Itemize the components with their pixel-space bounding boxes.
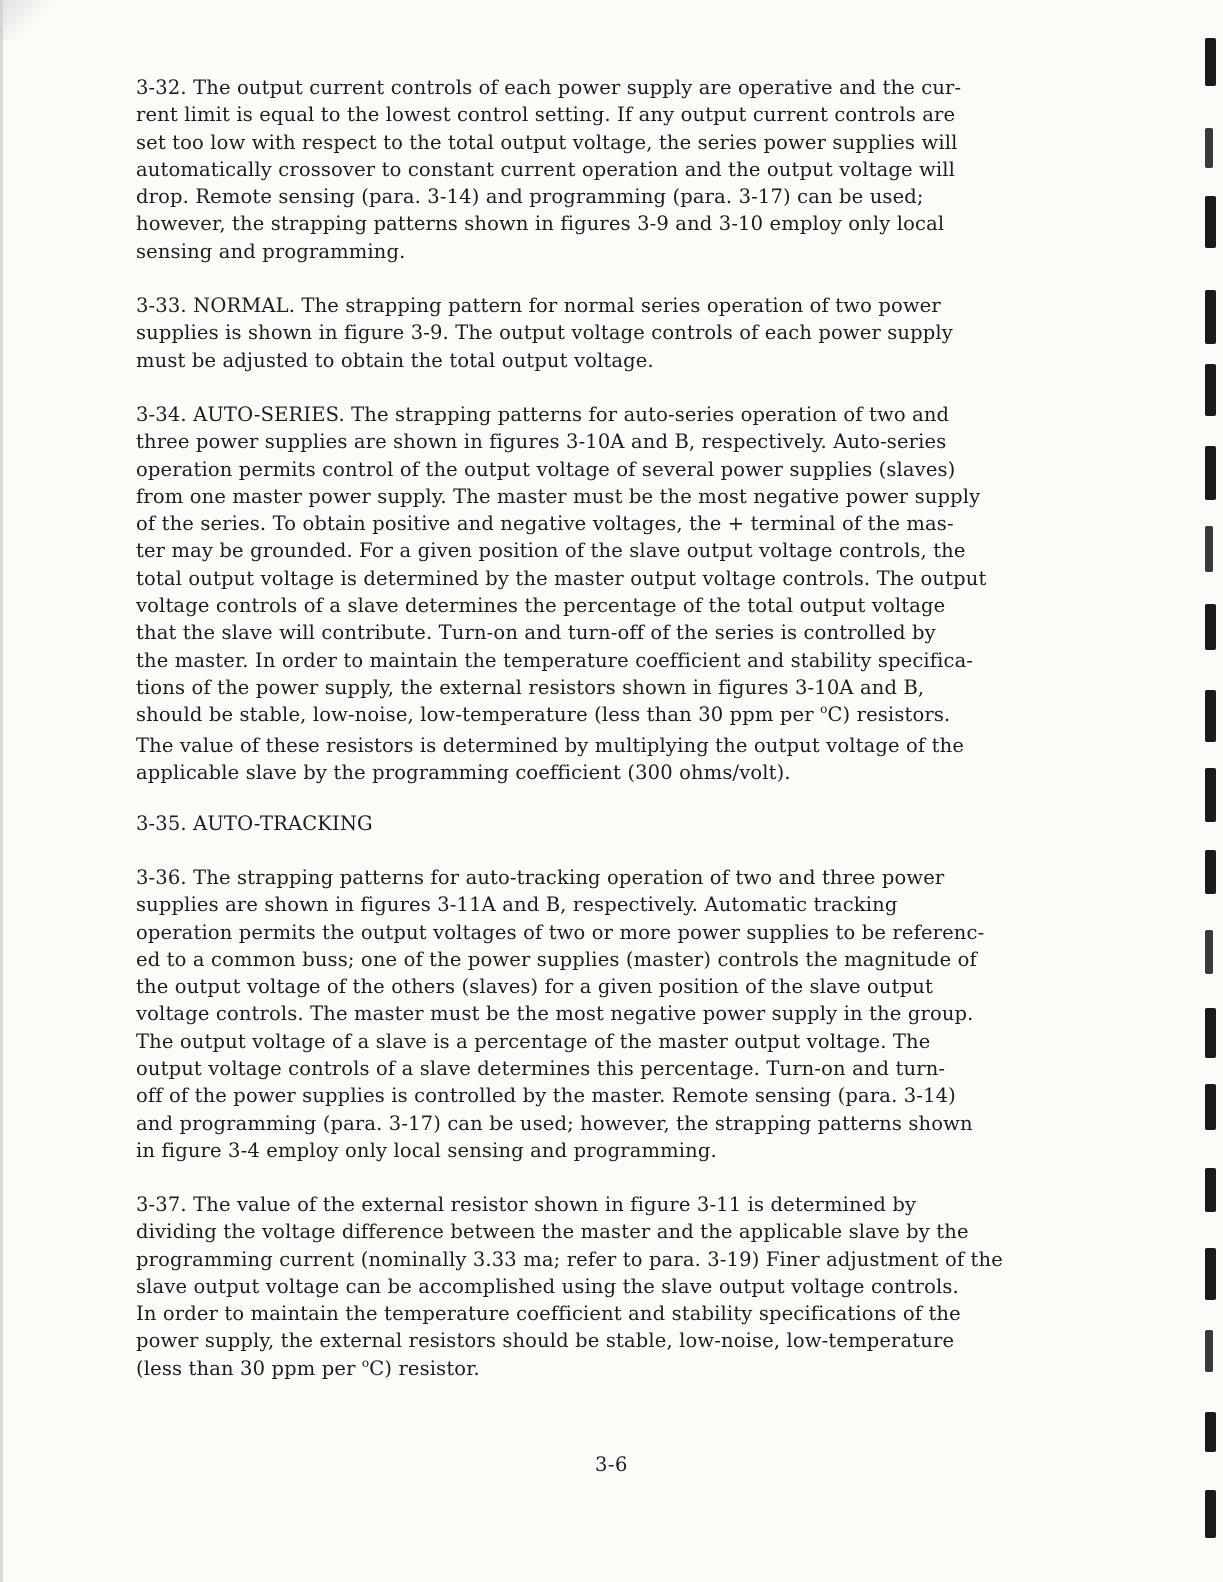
paragraph-3-36 [136,864,984,1164]
text-line: supplies is shown in figure 3-9. The output voltage controls of each power supply [136,321,953,345]
text-line: voltage controls. The master must be the most negative power supply in the group. [136,1002,974,1026]
text-line: however, the strapping patterns shown in figures 3-9 and 3-10 employ only local [136,212,945,236]
text-line-degree [136,701,986,731]
text-line: set too low with respect to the total output voltage, the series power supplies will [136,130,958,154]
text-line: 3-34. AUTO-SERIES. The strapping patterns for auto-series operation of two and [136,403,950,426]
binding-hole [1205,604,1216,650]
text-line: tions of the power supply, the external resistors shown in figures 3-10A and B, [136,675,925,699]
text-line: sensing and programming. [136,239,406,263]
text-line: dividing the voltage difference between the master and the applicable slave by the [136,1220,969,1244]
text-segment: should be stable, low-noise, low-temperature (less than 30 ppm per [136,703,814,727]
text-line: from one master power supply. The master must be the most negative power supply [136,484,981,508]
binding-hole [1205,1412,1216,1452]
binding-hole [1205,768,1216,822]
binding-hole [1205,290,1216,344]
binding-hole [1205,364,1216,416]
text-line: ter may be grounded. For a given position of the slave output voltage controls, the [136,539,966,563]
text-line: In order to maintain the temperature coefficient and stability specifications of the [136,1302,961,1326]
text-line: applicable slave by the programming coefficient (300 ohms/volt). [136,760,791,784]
text-line: of the series. To obtain positive and negative voltages, the + terminal of the mas- [136,512,954,536]
binding-hole [1205,1490,1216,1538]
text-segment: C) resistors. [827,703,951,727]
text-line: the master. In order to maintain the temperature coefficient and stability specifica- [136,648,974,672]
text-line: and programming (para. 3-17) can be used; however, the strapping patterns shown [136,1111,973,1135]
paragraph-3-35-heading [136,810,373,837]
binding-hole [1205,850,1216,894]
scan-left-edge [0,0,3,1582]
binding-hole [1205,1084,1216,1130]
text-line: total output voltage is determined by the master output voltage controls. The output [136,566,987,590]
text-line: rent limit is equal to the lowest control setting. If any output current controls are [136,103,956,127]
text-line: slave output voltage can be accomplished using the slave output voltage controls. [136,1274,959,1298]
paragraph-3-34 [136,401,986,786]
text-line: output voltage controls of a slave determines this percentage. Turn-on and turn- [136,1057,946,1081]
binding-hole [1205,196,1216,248]
text-line: that the slave will contribute. Turn-on and turn-off of the series is controlled by [136,621,936,645]
binding-hole [1205,38,1216,86]
text-line: automatically crossover to constant current operation and the output voltage will [136,157,956,181]
page-number: 3-6 [595,1453,628,1476]
section-heading: 3-35. AUTO-TRACKING [136,812,373,835]
text-line-degree [136,1355,1003,1385]
scan-corner-artifact [0,0,60,40]
text-line: must be adjusted to obtain the total output voltage. [136,348,654,372]
text-line: programming current (nominally 3.33 ma; refer to para. 3-19) Finer adjustment of the [136,1247,1003,1271]
text-line: drop. Remote sensing (para. 3-14) and programming (para. 3-17) can be used; [136,185,924,209]
binding-hole [1205,1330,1213,1372]
text-line: 3-33. NORMAL. The strapping pattern for normal series operation of two power [136,294,941,317]
degree-mark: o [820,702,828,717]
binding-hole [1205,1168,1216,1212]
text-line: The value of these resistors is determined by multiplying the output voltage of the [136,733,965,757]
binding-holes-strip [1183,0,1223,1582]
degree-mark: o [361,1355,370,1370]
paragraph-3-37 [136,1191,1003,1385]
paragraph-3-32 [136,74,961,265]
paragraph-3-33 [136,292,953,374]
binding-hole [1205,690,1216,742]
text-line: The output voltage of a slave is a percentage of the master output voltage. The [136,1029,931,1053]
binding-hole [1205,1248,1216,1300]
text-line: ed to a common buss; one of the power supplies (master) controls the magnitude of [136,947,977,971]
binding-hole [1205,1008,1216,1058]
text-line: 3-37. The value of the external resistor shown in figure 3-11 is determined by [136,1193,917,1216]
binding-hole [1205,526,1213,572]
text-line: off of the power supplies is controlled by the master. Remote sensing (para. 3-14) [136,1084,956,1108]
text-line: three power supplies are shown in figures 3-10A and B, respectively. Auto-series [136,430,947,454]
text-segment: C) resistor. [369,1356,480,1380]
binding-hole [1205,930,1213,974]
text-segment: (less than 30 ppm per [136,1356,356,1380]
text-line: power supply, the external resistors should be stable, low-noise, low-temperature [136,1329,955,1353]
text-line: supplies are shown in figures 3-11A and B, respectively. Automatic tracking [136,893,898,917]
text-line: the output voltage of the others (slaves) for a given position of the slave output [136,975,933,999]
text-line: 3-32. The output current controls of each power supply are operative and the cur- [136,76,962,99]
binding-hole [1205,128,1213,168]
text-line: operation permits the output voltages of two or more power supplies to be referenc- [136,920,985,944]
text-line: in figure 3-4 employ only local sensing and programming. [136,1138,717,1162]
text-line: 3-36. The strapping patterns for auto-tracking operation of two and three power [136,866,945,889]
text-line: voltage controls of a slave determines the percentage of the total output voltage [136,594,946,618]
binding-hole [1205,446,1216,500]
text-line: operation permits control of the output voltage of several power supplies (slaves) [136,457,956,481]
